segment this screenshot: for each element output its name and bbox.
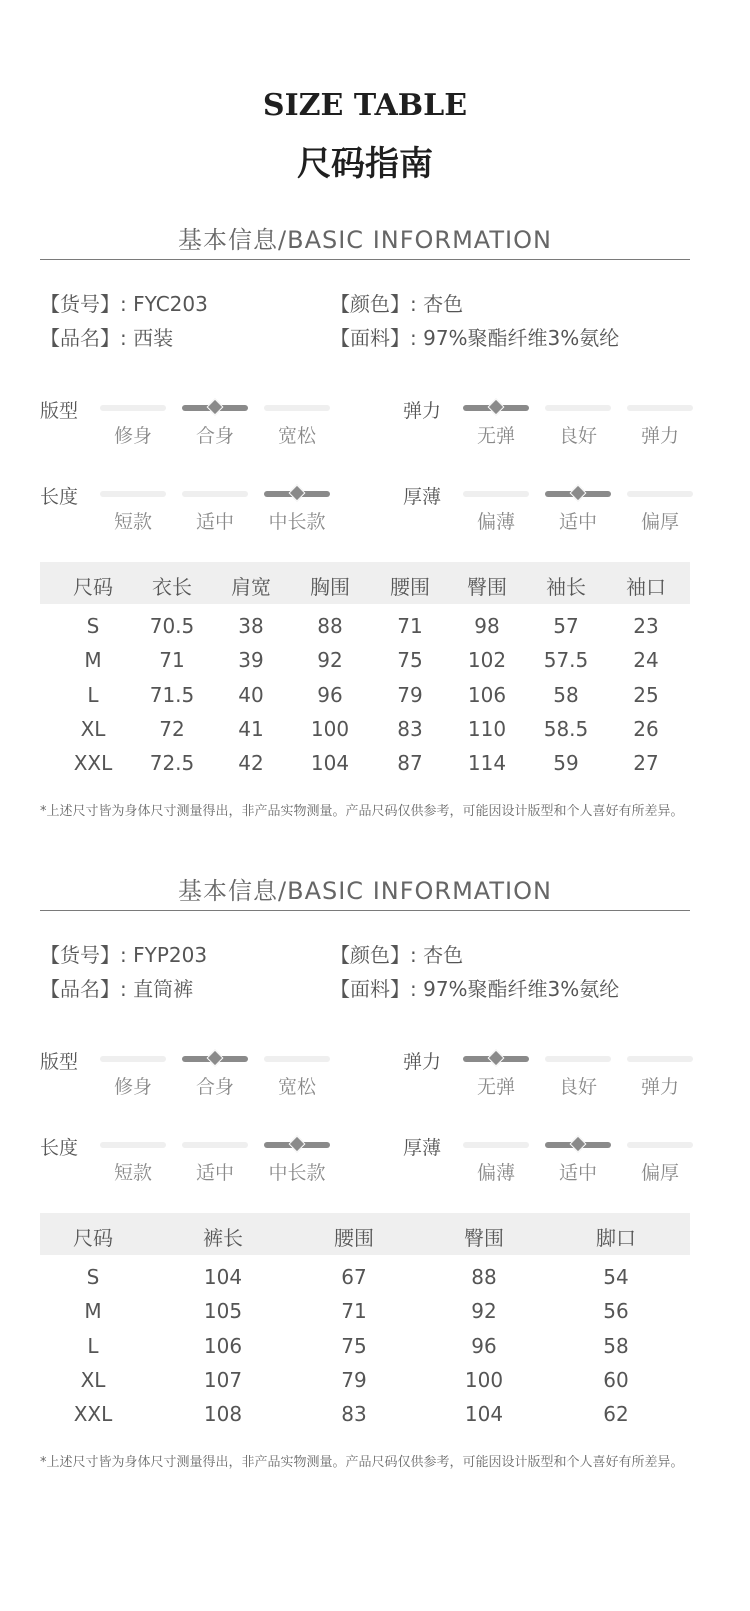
table-cell: 71 — [341, 1299, 367, 1324]
product-name: 【品名】: 西装 — [40, 326, 174, 350]
table-row-size: XXL — [73, 751, 113, 776]
scale-segment — [100, 405, 166, 411]
table-cell: 105 — [203, 1299, 243, 1324]
scale-marker-icon — [570, 1136, 587, 1153]
table-cell: 92 — [471, 1299, 497, 1324]
table-cell: 40 — [238, 682, 264, 707]
scale-option-label: 宽松 — [277, 425, 316, 447]
scale-segment — [463, 491, 529, 497]
table-cell: 104 — [464, 1402, 504, 1427]
table-cell: 38 — [238, 614, 264, 638]
table-cell: 75 — [397, 648, 423, 673]
table-column-header: 尺码 — [73, 575, 113, 599]
section-divider — [40, 259, 690, 260]
scale-option-label: 偏厚 — [640, 1162, 679, 1184]
table-column-header: 裤长 — [203, 1226, 243, 1250]
attribute-label: 弹力 — [403, 1051, 442, 1073]
attribute-label: 版型 — [40, 400, 79, 422]
table-cell: 39 — [238, 648, 264, 673]
table-cell: 104 — [203, 1265, 243, 1289]
table-cell: 57.5 — [543, 648, 589, 673]
table-cell: 108 — [203, 1402, 243, 1427]
table-cell: 88 — [317, 614, 343, 638]
table-cell: 79 — [397, 682, 423, 707]
table-cell: 59 — [553, 751, 579, 776]
scale-marker-icon — [488, 1050, 505, 1067]
table-cell: 58.5 — [543, 716, 589, 741]
table-row-size: XXL — [73, 1402, 113, 1427]
table-column-header: 臀围 — [467, 575, 507, 599]
table-cell: 88 — [471, 1265, 497, 1289]
table-cell: 58 — [603, 1333, 629, 1358]
table-cell: 106 — [203, 1333, 243, 1358]
table-row-size: M — [84, 648, 102, 673]
scale-option-label: 弹力 — [640, 425, 679, 447]
page-title-en: SIZE TABLE — [262, 88, 468, 123]
table-cell: 60 — [603, 1367, 629, 1392]
item-number: 【货号】: FYP203 — [40, 943, 208, 967]
scale-segment — [627, 405, 693, 411]
table-row-size: XL — [80, 1367, 106, 1392]
table-row-size: M — [84, 1299, 102, 1324]
section-heading: 基本信息/BASIC INFORMATION — [178, 226, 552, 254]
table-column-header: 尺码 — [73, 1226, 113, 1250]
table-cell: 57 — [553, 614, 579, 638]
table-column-header: 肩宽 — [231, 575, 271, 599]
table-cell: 100 — [310, 716, 350, 741]
attribute-label: 弹力 — [403, 400, 442, 422]
product-fabric: 【面料】: 97%聚酯纤维3%氨纶 — [330, 977, 620, 1001]
product-fabric: 【面料】: 97%聚酯纤维3%氨纶 — [330, 326, 620, 350]
product-name: 【品名】: 直筒裤 — [40, 977, 194, 1001]
scale-segment — [182, 491, 248, 497]
scale-segment — [100, 491, 166, 497]
table-cell: 96 — [317, 682, 343, 707]
scale-marker-icon — [289, 485, 306, 502]
scale-option-label: 合身 — [195, 1076, 234, 1098]
scale-marker-icon — [570, 485, 587, 502]
scale-option-label: 适中 — [558, 1162, 597, 1184]
table-row-size: S — [86, 1265, 100, 1289]
scale-segment — [100, 1142, 166, 1148]
scale-segment — [627, 1142, 693, 1148]
scale-marker-icon — [488, 399, 505, 416]
scale-marker-icon — [289, 1136, 306, 1153]
table-column-header: 臀围 — [464, 1226, 504, 1250]
scale-option-label: 无弹 — [476, 1076, 515, 1098]
scale-option-label: 适中 — [195, 511, 234, 533]
scale-option-label: 修身 — [113, 1076, 152, 1098]
table-cell: 41 — [238, 716, 264, 741]
size-note: *上述尺寸皆为身体尺寸测量得出，非产品实物测量。产品尺码仅供参考，可能因设计版型和个人喜好有所差异。 — [40, 1455, 684, 1470]
size-note: *上述尺寸皆为身体尺寸测量得出，非产品实物测量。产品尺码仅供参考，可能因设计版型和个人喜好有所差异。 — [40, 804, 684, 819]
scale-option-label: 中长款 — [268, 511, 326, 533]
table-column-header: 腰围 — [334, 1226, 374, 1250]
scale-option-label: 修身 — [113, 425, 152, 447]
table-row-size: XL — [80, 716, 106, 741]
table-cell: 56 — [603, 1299, 629, 1324]
scale-segment — [182, 1142, 248, 1148]
product-color: 【颜色】: 杏色 — [330, 943, 464, 967]
scale-segment — [545, 1056, 611, 1062]
table-column-header: 袖口 — [626, 575, 666, 599]
table-cell: 96 — [471, 1333, 497, 1358]
table-row-size: S — [86, 614, 100, 638]
table-cell: 58 — [553, 682, 579, 707]
scale-segment — [100, 1056, 166, 1062]
table-cell: 24 — [633, 648, 659, 673]
scale-option-label: 无弹 — [476, 425, 515, 447]
table-cell: 102 — [467, 648, 507, 673]
scale-option-label: 中长款 — [268, 1162, 326, 1184]
attribute-label: 厚薄 — [403, 1137, 442, 1159]
attribute-label: 版型 — [40, 1051, 79, 1073]
table-cell: 114 — [467, 751, 507, 776]
table-cell: 72 — [159, 716, 185, 741]
table-column-header: 胸围 — [310, 575, 350, 599]
scale-option-label: 弹力 — [640, 1076, 679, 1098]
scale-segment — [627, 491, 693, 497]
attribute-label: 厚薄 — [403, 486, 442, 508]
scale-option-label: 良好 — [558, 425, 597, 447]
table-cell: 62 — [603, 1402, 629, 1427]
table-column-header: 衣长 — [152, 575, 192, 599]
scale-marker-icon — [207, 399, 224, 416]
table-cell: 25 — [633, 682, 659, 707]
section-divider — [40, 910, 690, 911]
attribute-label: 长度 — [40, 486, 79, 508]
table-cell: 54 — [603, 1265, 629, 1289]
table-cell: 71.5 — [149, 682, 195, 707]
scale-segment — [264, 1056, 330, 1062]
table-cell: 71 — [397, 614, 423, 638]
scale-segment — [545, 405, 611, 411]
scale-segment — [627, 1056, 693, 1062]
scale-option-label: 合身 — [195, 425, 234, 447]
table-cell: 87 — [397, 751, 423, 776]
scale-option-label: 短款 — [113, 1162, 152, 1184]
table-cell: 72.5 — [149, 751, 195, 776]
table-cell: 79 — [341, 1367, 367, 1392]
scale-option-label: 偏厚 — [640, 511, 679, 533]
table-row-size: L — [87, 682, 99, 707]
product-color: 【颜色】: 杏色 — [330, 292, 464, 316]
table-column-header: 袖长 — [546, 575, 586, 599]
table-cell: 23 — [633, 614, 659, 638]
attribute-label: 长度 — [40, 1137, 79, 1159]
section-heading: 基本信息/BASIC INFORMATION — [178, 877, 552, 905]
scale-marker-icon — [207, 1050, 224, 1067]
table-column-header: 腰围 — [390, 575, 430, 599]
scale-option-label: 短款 — [113, 511, 152, 533]
table-cell: 42 — [238, 751, 264, 776]
scale-option-label: 适中 — [195, 1162, 234, 1184]
item-number: 【货号】: FYC203 — [40, 292, 208, 316]
table-cell: 75 — [341, 1333, 367, 1358]
table-cell: 107 — [203, 1367, 243, 1392]
table-cell: 110 — [467, 716, 507, 741]
table-cell: 83 — [341, 1402, 367, 1427]
table-cell: 26 — [633, 716, 659, 741]
scale-option-label: 偏薄 — [476, 1162, 515, 1184]
table-row-size: L — [87, 1333, 99, 1358]
scale-option-label: 良好 — [558, 1076, 597, 1098]
table-column-header: 脚口 — [596, 1226, 636, 1250]
table-cell: 98 — [474, 614, 500, 638]
scale-option-label: 适中 — [558, 511, 597, 533]
page-title-cn: 尺码指南 — [297, 144, 433, 184]
table-cell: 27 — [633, 751, 659, 776]
scale-segment — [463, 1142, 529, 1148]
scale-segment — [264, 405, 330, 411]
table-cell: 92 — [317, 648, 343, 673]
table-cell: 104 — [310, 751, 350, 776]
scale-option-label: 偏薄 — [476, 511, 515, 533]
table-cell: 70.5 — [149, 614, 195, 638]
table-cell: 100 — [464, 1367, 504, 1392]
table-cell: 67 — [341, 1265, 367, 1289]
scale-option-label: 宽松 — [277, 1076, 316, 1098]
table-cell: 83 — [397, 716, 423, 741]
table-cell: 71 — [159, 648, 185, 673]
table-cell: 106 — [467, 682, 507, 707]
